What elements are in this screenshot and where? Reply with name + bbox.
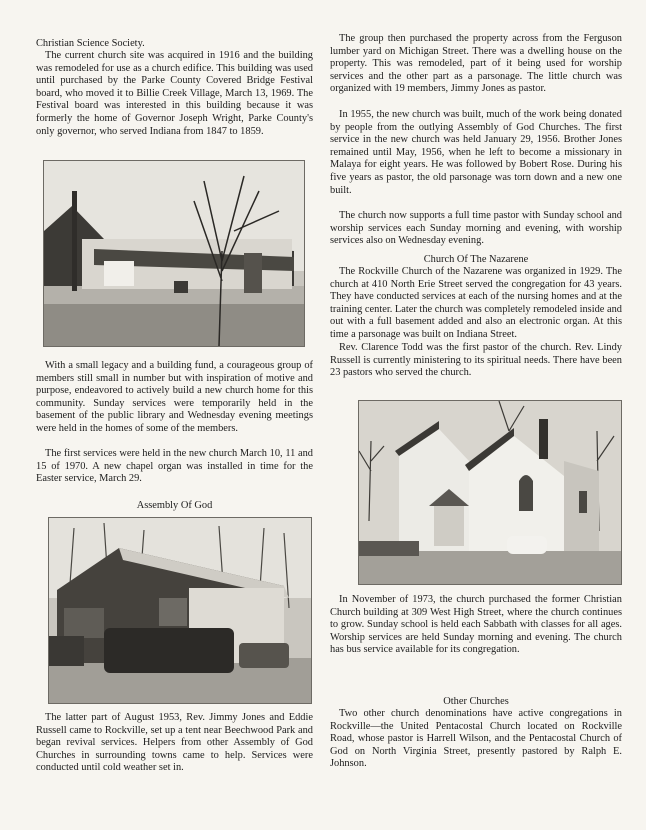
assembly-photo-drawing xyxy=(49,518,311,703)
assembly-of-god-building-photo xyxy=(48,517,312,704)
paragraph-todd: Rev. Clarence Todd was the first pastor of the church. Rev. Lindy Russell is currently ministering to its spiritual needs. There have been 23 pastors who served the church. xyxy=(330,342,622,379)
christian-science-church-photo xyxy=(43,160,305,347)
paragraph-current-site: The current church site was acquired in 1916 and the building was remodeled for use as a church edifice. This building was used until purchased by the Parke County Covered Bridge Festival board, who moved it to Billie Creek Village, March 13, 1969. The Festival board was interested in this building because it was formerly the home of Governor Joseph Wright, Parke County's only governor, who served Indiana from 1847 to 1859. xyxy=(36,50,313,137)
paragraph-assembly-1953: The latter part of August 1953, Rev. Jimmy Jones and Eddie Russell came to Rockville, set up a tent near Beechwood Park and began revival services. Helpers from other Assembly of God Churches in surrounding towns came to help. Services were conducted until cold weather set in. xyxy=(36,712,313,774)
nazarene-photo-drawing xyxy=(359,401,621,584)
paragraph-nazarene-1929: The Rockville Church of the Nazarene was organized in 1929. The church at 410 North Erie Street served the congregation for 43 years. They have conducted services at each of the nursing homes and at the training center. Later the church was completely remodeled inside and out with a full basement added and also an electronic organ. At this time a parsonage was built on Indiana Street. xyxy=(330,266,622,340)
paragraph-1955: In 1955, the new church was built, much of the work being donated by people from the outlying Assembly of God Churches. The first service in the new church was held January 29, 1956. Brother Jones remained until May, 1956, when he left to become a missionary in Malaya for eight years. He was followed by Bobert Rose. During his five years as pastor, the old parsonage was torn down and a new one built. xyxy=(330,109,622,196)
paragraph-november-1973: In November of 1973, the church purchased the former Christian Church building at 309 West High Street, where the church continues to grow. Sunday school is held each Sabbath with classes for all ages. Worship services are held Sunday morning and evening. The church has bus service available for its congregation. xyxy=(330,594,622,656)
christian-science-photo-drawing xyxy=(44,161,304,346)
paragraph-other-churches: Two other church denominations have active congregations in Rockville—the United Pentacostal Church located on Rockville Road, whose pastor is Harrell Wilson, and the Pentacostal Church of God on North Virginia Street, presently pastored by Ralph E. Johnson. xyxy=(330,708,622,770)
paragraph-christian-science-society: Christian Science Society. xyxy=(36,38,145,49)
heading-church-of-the-nazarene: Church Of The Nazarene xyxy=(423,254,529,265)
nazarene-church-photo xyxy=(358,400,622,585)
heading-other-churches: Other Churches xyxy=(443,696,509,707)
paragraph-first-services: The first services were held in the new church March 10, 11 and 15 of 1970. A new chapel organ was installed in time for the Easter service, March 29. xyxy=(36,448,313,485)
heading-assembly-of-god: Assembly Of God xyxy=(136,500,213,511)
paragraph-group-purchased: The group then purchased the property across from the Ferguson lumber yard on Michigan Street. There was a dwelling house on the property. This was remodeled, part of it being used for worship services and the other part as a parsonage. The little church was organized with 19 members, Jimmy Jones as pastor. xyxy=(330,33,622,95)
paragraph-legacy: With a small legacy and a building fund, a courageous group of members still small in number but with inspiration of motive and purpose, endeavored to actively build a new church home for this community. Sunday services were temporarily held in the basement of the public library and Wednesday evening meetings were held in the homes of some of the members. xyxy=(36,360,313,434)
paragraph-now-supports: The church now supports a full time pastor with Sunday school and worship services each Sunday morning and evening, with worship services also on Wednesday evening. xyxy=(330,210,622,247)
